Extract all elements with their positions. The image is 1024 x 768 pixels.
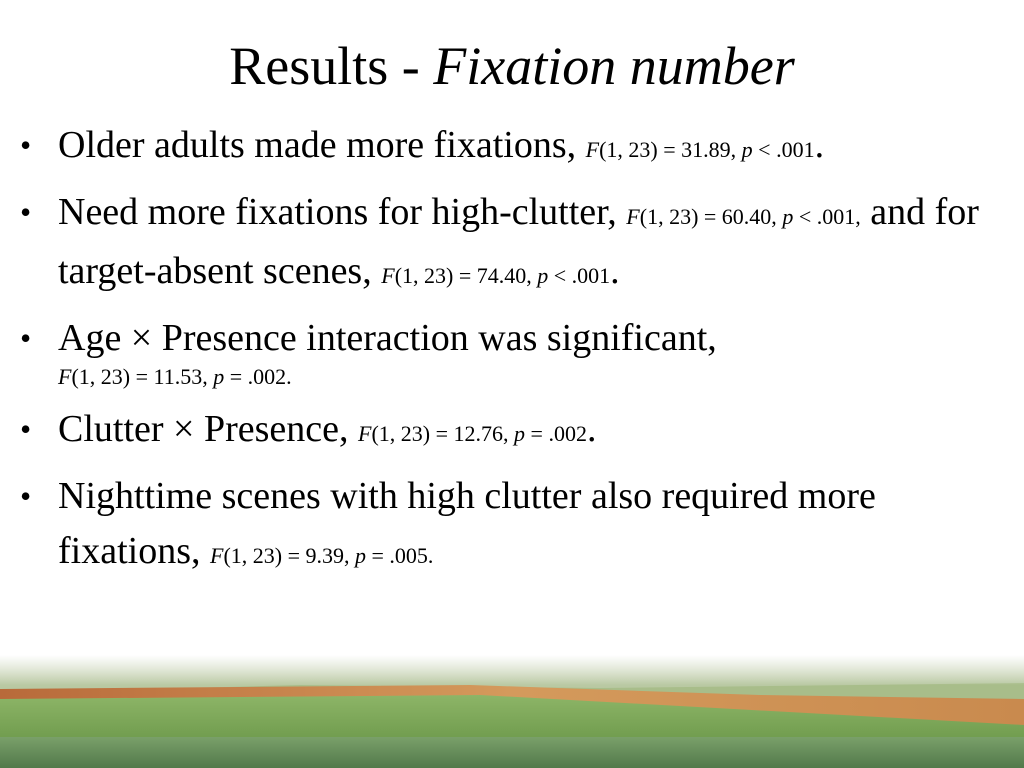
bullet-icon: • xyxy=(20,194,32,230)
bullet-list xyxy=(18,118,1013,591)
bullet-item xyxy=(18,311,1013,394)
slide-title xyxy=(0,34,1024,98)
bullet-item xyxy=(18,118,1013,177)
stat-text: F(1, 23) = 31.89, p < .001 xyxy=(585,137,815,162)
bullet-icon: • xyxy=(20,478,32,514)
bullet-text: Clutter × Presence, xyxy=(58,408,359,450)
stat-text: F(1, 23) = 11.53, p = .002. xyxy=(58,364,292,389)
stat-text: F(1, 23) = 60.40, p < .001, xyxy=(626,204,861,229)
bullet-item xyxy=(18,185,1013,303)
bullet-text: Nighttime scenes with high clutter also required more fixations, xyxy=(58,475,876,572)
foreground-crop xyxy=(0,737,1024,768)
title-italic: Fixation number xyxy=(433,36,795,96)
stat-text: F(1, 23) = 12.76, p = .002 xyxy=(358,421,587,446)
bullet-trail: . xyxy=(610,250,620,292)
bullet-item xyxy=(18,402,1013,461)
bullet-icon: • xyxy=(20,127,32,163)
title-prefix: Results - xyxy=(229,36,434,96)
sky-fade xyxy=(0,655,1024,685)
landscape-footer-image xyxy=(0,655,1024,768)
bullet-text-2: and for target-absent scenes, xyxy=(58,191,979,292)
stat-text: F(1, 23) = 74.40, p < .001 xyxy=(381,263,611,288)
bullet-icon: • xyxy=(20,320,32,356)
bullet-text: Age × Presence interaction was significant, xyxy=(58,317,717,359)
bullet-text: Need more fixations for high-clutter, xyxy=(58,191,627,233)
bullet-text: Older adults made more fixations, xyxy=(58,124,586,166)
bullet-trail: . xyxy=(814,124,825,166)
bullet-item xyxy=(18,469,1013,583)
bullet-trail: . xyxy=(586,408,597,450)
bullet-icon: • xyxy=(20,411,32,447)
stat-text: F(1, 23) = 9.39, p = .005. xyxy=(209,543,434,568)
